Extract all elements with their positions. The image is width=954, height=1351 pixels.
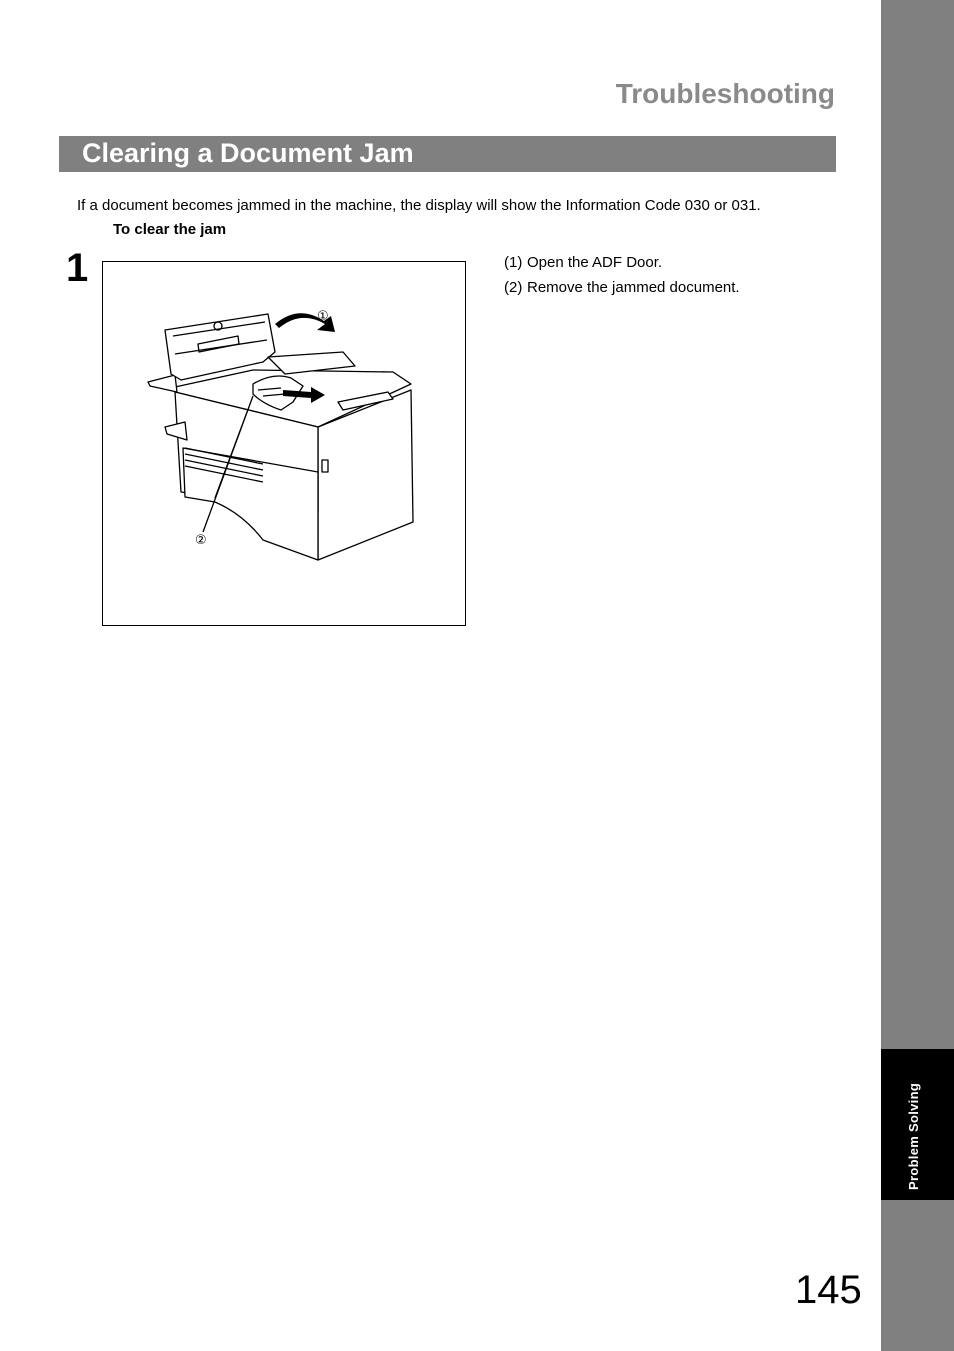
page-number: 145 [795,1268,862,1312]
instruction-1-number: (1) [504,254,523,271]
intro-text: If a document becomes jammed in the machine, the display will show the Information Code 030 or 031. [77,197,761,214]
instruction-2 [504,279,740,296]
figure-callout-1: ① [317,309,329,324]
step-number: 1 [66,246,89,290]
figure-callout-2: ② [195,533,207,548]
subheading: To clear the jam [113,221,227,238]
instruction-1 [504,254,662,271]
instruction-2-text: Remove the jammed document. [527,279,740,296]
instruction-1-text: Open the ADF Door. [527,254,663,271]
instruction-2-number: (2) [504,279,523,296]
fax-machine-illustration [103,262,465,625]
section-header: Troubleshooting [615,78,835,109]
page-title: Clearing a Document Jam [82,138,414,168]
step-figure [102,261,466,626]
chapter-tab-label: Problem Solving [906,1082,921,1190]
